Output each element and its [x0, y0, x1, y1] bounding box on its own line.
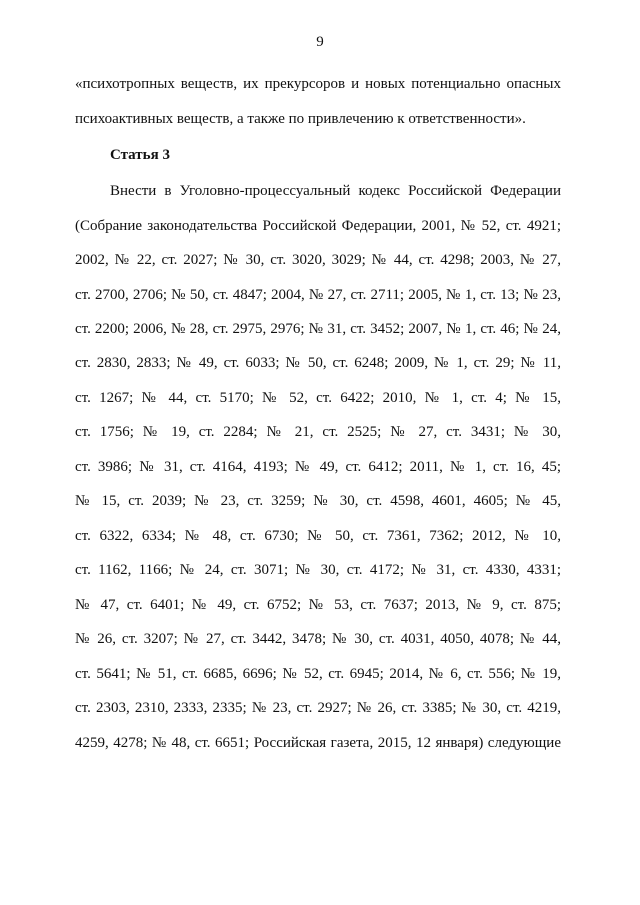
intro-line: «психотропных веществ, их прекурсоров и новых потенциально опасных [75, 76, 561, 92]
body-line: ст. 1756; № 19, ст. 2284; № 21, ст. 2525; № 27, ст. 3431; № 30, [75, 424, 561, 440]
page-number: 9 [316, 34, 324, 50]
body-line: ст. 6322, 6334; № 48, ст. 6730; № 50, ст. 7361, 7362; 2012, № 10, [75, 528, 561, 544]
body-line: № 47, ст. 6401; № 49, ст. 6752; № 53, ст. 7637; 2013, № 9, ст. 875; [75, 597, 561, 613]
body-line: 2002, № 22, ст. 2027; № 30, ст. 3020, 3029; № 44, ст. 4298; 2003, № 27, [75, 252, 561, 268]
article-heading: Статья 3 [110, 147, 170, 163]
body-line: № 26, ст. 3207; № 27, ст. 3442, 3478; № 30, ст. 4031, 4050, 4078; № 44, [75, 631, 561, 647]
body-line: ст. 1267; № 44, ст. 5170; № 52, ст. 6422; 2010, № 1, ст. 4; № 15, [75, 390, 561, 406]
intro-line: психоактивных веществ, а также по привлечению к ответственности». [75, 111, 526, 127]
body-line: № 15, ст. 2039; № 23, ст. 3259; № 30, ст. 4598, 4601, 4605; № 45, [75, 493, 561, 509]
body-line: ст. 2200; 2006, № 28, ст. 2975, 2976; № 31, ст. 3452; 2007, № 1, ст. 46; № 24, [75, 321, 561, 337]
body-line: ст. 2303, 2310, 2333, 2335; № 23, ст. 2927; № 26, ст. 3385; № 30, ст. 4219, [75, 700, 561, 716]
body-line: Внести в Уголовно-процессуальный кодекс Российской Федерации [110, 183, 561, 199]
body-line: ст. 1162, 1166; № 24, ст. 3071; № 30, ст. 4172; № 31, ст. 4330, 4331; [75, 562, 561, 578]
body-line: ст. 2830, 2833; № 49, ст. 6033; № 50, ст. 6248; 2009, № 1, ст. 29; № 11, [75, 355, 561, 371]
body-line: ст. 2700, 2706; № 50, ст. 4847; 2004, № 27, ст. 2711; 2005, № 1, ст. 13; № 23, [75, 287, 561, 303]
body-line: (Собрание законодательства Российской Федерации, 2001, № 52, ст. 4921; [75, 218, 561, 234]
body-line: ст. 3986; № 31, ст. 4164, 4193; № 49, ст. 6412; 2011, № 1, ст. 16, 45; [75, 459, 561, 475]
body-line: ст. 5641; № 51, ст. 6685, 6696; № 52, ст. 6945; 2014, № 6, ст. 556; № 19, [75, 666, 561, 682]
body-line: 4259, 4278; № 48, ст. 6651; Российская газета, 2015, 12 января) следующие [75, 735, 561, 751]
